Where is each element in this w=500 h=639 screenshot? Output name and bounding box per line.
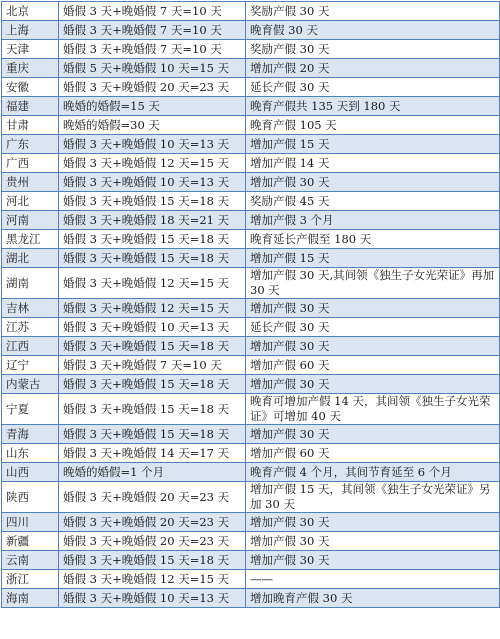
maternity-leave-cell: 奖励产假 45 天 <box>246 192 500 211</box>
marriage-leave-cell: 婚假 3 天+晚婚假 20 天=23 天 <box>59 532 246 551</box>
table-row <box>2 356 500 375</box>
province-cell: 江西 <box>2 337 59 356</box>
province-cell: 福建 <box>2 97 59 116</box>
maternity-leave-cell: 增加产假 3 个月 <box>246 211 500 230</box>
table-row <box>2 299 500 318</box>
maternity-leave-cell: 奖励产假 30 天 <box>246 2 500 21</box>
maternity-leave-cell: 增加产假 30 天 <box>246 375 500 394</box>
table-row <box>2 192 500 211</box>
marriage-leave-cell: 婚假 3 天+晚婚假 18 天=21 天 <box>59 211 246 230</box>
marriage-leave-cell: 婚假 3 天+晚婚假 7 天=10 天 <box>59 21 246 40</box>
province-cell: 天津 <box>2 40 59 59</box>
province-cell: 重庆 <box>2 59 59 78</box>
table-row <box>2 444 500 463</box>
maternity-leave-cell: 增加产假 14 天 <box>246 154 500 173</box>
marriage-leave-cell: 婚假 3 天+晚婚假 15 天=18 天 <box>59 249 246 268</box>
maternity-leave-cell: 晚育假 30 天 <box>246 21 500 40</box>
marriage-leave-cell: 婚假 3 天+晚婚假 15 天=18 天 <box>59 230 246 249</box>
marriage-leave-cell: 婚假 3 天+晚婚假 15 天=18 天 <box>59 337 246 356</box>
table-row <box>2 337 500 356</box>
table-row <box>2 154 500 173</box>
province-cell: 山东 <box>2 444 59 463</box>
province-cell: 甘肃 <box>2 116 59 135</box>
marriage-leave-cell: 婚假 3 天+晚婚假 15 天=18 天 <box>59 192 246 211</box>
maternity-leave-cell: —— <box>246 570 500 589</box>
maternity-leave-cell: 增加产假 30 天 <box>246 299 500 318</box>
marriage-leave-cell: 婚假 3 天+晚婚假 10 天=13 天 <box>59 173 246 192</box>
maternity-leave-cell: 增加产假 30 天,其间领《独生子女光荣证》再加 30 天 <box>246 268 500 299</box>
table-row <box>2 135 500 154</box>
province-cell: 河北 <box>2 192 59 211</box>
marriage-leave-cell: 晚婚的婚假=15 天 <box>59 97 246 116</box>
table-row <box>2 211 500 230</box>
marriage-leave-cell: 婚假 3 天+晚婚假 12 天=15 天 <box>59 299 246 318</box>
province-cell: 河南 <box>2 211 59 230</box>
table-row <box>2 116 500 135</box>
table-row <box>2 2 500 21</box>
province-cell: 贵州 <box>2 173 59 192</box>
maternity-leave-cell: 奖励产假 30 天 <box>246 40 500 59</box>
maternity-leave-cell: 晚育产假 4 个月，其间节育延至 6 个月 <box>246 463 500 482</box>
leave-policy-table <box>1 1 500 608</box>
table-row <box>2 21 500 40</box>
table-row <box>2 318 500 337</box>
province-cell: 陕西 <box>2 482 59 513</box>
province-cell: 内蒙古 <box>2 375 59 394</box>
marriage-leave-cell: 婚假 3 天+晚婚假 12 天=15 天 <box>59 268 246 299</box>
table-row <box>2 425 500 444</box>
maternity-leave-cell: 增加产假 60 天 <box>246 444 500 463</box>
marriage-leave-cell: 婚假 3 天+晚婚假 15 天=18 天 <box>59 375 246 394</box>
table-row <box>2 394 500 425</box>
table-row <box>2 59 500 78</box>
table-row <box>2 375 500 394</box>
marriage-leave-cell: 婚假 3 天+晚婚假 7 天=10 天 <box>59 2 246 21</box>
maternity-leave-cell: 增加产假 15 天，其间领《独生子女光荣证》另加 30 天 <box>246 482 500 513</box>
province-cell: 海南 <box>2 589 59 608</box>
maternity-leave-cell: 晚育产假共 135 天到 180 天 <box>246 97 500 116</box>
marriage-leave-cell: 婚假 3 天+晚婚假 10 天=13 天 <box>59 589 246 608</box>
maternity-leave-cell: 增加产假 15 天 <box>246 135 500 154</box>
marriage-leave-cell: 婚假 3 天+晚婚假 7 天=10 天 <box>59 40 246 59</box>
table-row <box>2 78 500 97</box>
table-body <box>2 2 500 608</box>
table-row <box>2 570 500 589</box>
marriage-leave-cell: 婚假 3 天+晚婚假 12 天=15 天 <box>59 154 246 173</box>
maternity-leave-cell: 增加产假 30 天 <box>246 513 500 532</box>
table-row <box>2 249 500 268</box>
province-cell: 北京 <box>2 2 59 21</box>
maternity-leave-cell: 晚育可增加产假 14 天，其间领《独生子女光荣证》可增加 40 天 <box>246 394 500 425</box>
marriage-leave-cell: 婚假 5 天+晚婚假 10 天=15 天 <box>59 59 246 78</box>
maternity-leave-cell: 晚育产假 105 天 <box>246 116 500 135</box>
marriage-leave-cell: 婚假 3 天+晚婚假 20 天=23 天 <box>59 482 246 513</box>
province-cell: 辽宁 <box>2 356 59 375</box>
maternity-leave-cell: 增加产假 15 天 <box>246 249 500 268</box>
table-row <box>2 513 500 532</box>
table-row <box>2 482 500 513</box>
province-cell: 宁夏 <box>2 394 59 425</box>
province-cell: 四川 <box>2 513 59 532</box>
marriage-leave-cell: 婚假 3 天+晚婚假 14 天=17 天 <box>59 444 246 463</box>
maternity-leave-cell: 增加产假 30 天 <box>246 532 500 551</box>
maternity-leave-cell: 增加产假 30 天 <box>246 551 500 570</box>
table-row <box>2 40 500 59</box>
maternity-leave-cell: 延长产假 30 天 <box>246 78 500 97</box>
province-cell: 湖北 <box>2 249 59 268</box>
table-row <box>2 463 500 482</box>
marriage-leave-cell: 婚假 3 天+晚婚假 15 天=18 天 <box>59 394 246 425</box>
table-row <box>2 97 500 116</box>
table-row <box>2 532 500 551</box>
marriage-leave-cell: 晚婚的婚假=1 个月 <box>59 463 246 482</box>
province-cell: 山西 <box>2 463 59 482</box>
province-cell: 吉林 <box>2 299 59 318</box>
table-row <box>2 173 500 192</box>
marriage-leave-cell: 婚假 3 天+晚婚假 12 天=15 天 <box>59 570 246 589</box>
province-cell: 黑龙江 <box>2 230 59 249</box>
marriage-leave-cell: 晚婚的婚假=30 天 <box>59 116 246 135</box>
maternity-leave-cell: 延长产假 30 天 <box>246 318 500 337</box>
marriage-leave-cell: 婚假 3 天+晚婚假 10 天=13 天 <box>59 318 246 337</box>
marriage-leave-cell: 婚假 3 天+晚婚假 7 天=10 天 <box>59 356 246 375</box>
marriage-leave-cell: 婚假 3 天+晚婚假 20 天=23 天 <box>59 513 246 532</box>
table-row <box>2 551 500 570</box>
marriage-leave-cell: 婚假 3 天+晚婚假 15 天=18 天 <box>59 425 246 444</box>
province-cell: 湖南 <box>2 268 59 299</box>
table-row <box>2 589 500 608</box>
maternity-leave-cell: 增加晚育产假 30 天 <box>246 589 500 608</box>
province-cell: 新疆 <box>2 532 59 551</box>
maternity-leave-cell: 增加产假 30 天 <box>246 337 500 356</box>
maternity-leave-cell: 增加产假 60 天 <box>246 356 500 375</box>
province-cell: 广西 <box>2 154 59 173</box>
marriage-leave-cell: 婚假 3 天+晚婚假 15 天=18 天 <box>59 551 246 570</box>
table-row <box>2 230 500 249</box>
province-cell: 安徽 <box>2 78 59 97</box>
province-cell: 江苏 <box>2 318 59 337</box>
province-cell: 浙江 <box>2 570 59 589</box>
maternity-leave-cell: 增加产假 30 天 <box>246 173 500 192</box>
province-cell: 青海 <box>2 425 59 444</box>
marriage-leave-cell: 婚假 3 天+晚婚假 20 天=23 天 <box>59 78 246 97</box>
maternity-leave-cell: 增加产假 20 天 <box>246 59 500 78</box>
province-cell: 云南 <box>2 551 59 570</box>
maternity-leave-cell: 晚育延长产假至 180 天 <box>246 230 500 249</box>
maternity-leave-cell: 增加产假 30 天 <box>246 425 500 444</box>
table-row <box>2 268 500 299</box>
marriage-leave-cell: 婚假 3 天+晚婚假 10 天=13 天 <box>59 135 246 154</box>
province-cell: 上海 <box>2 21 59 40</box>
province-cell: 广东 <box>2 135 59 154</box>
